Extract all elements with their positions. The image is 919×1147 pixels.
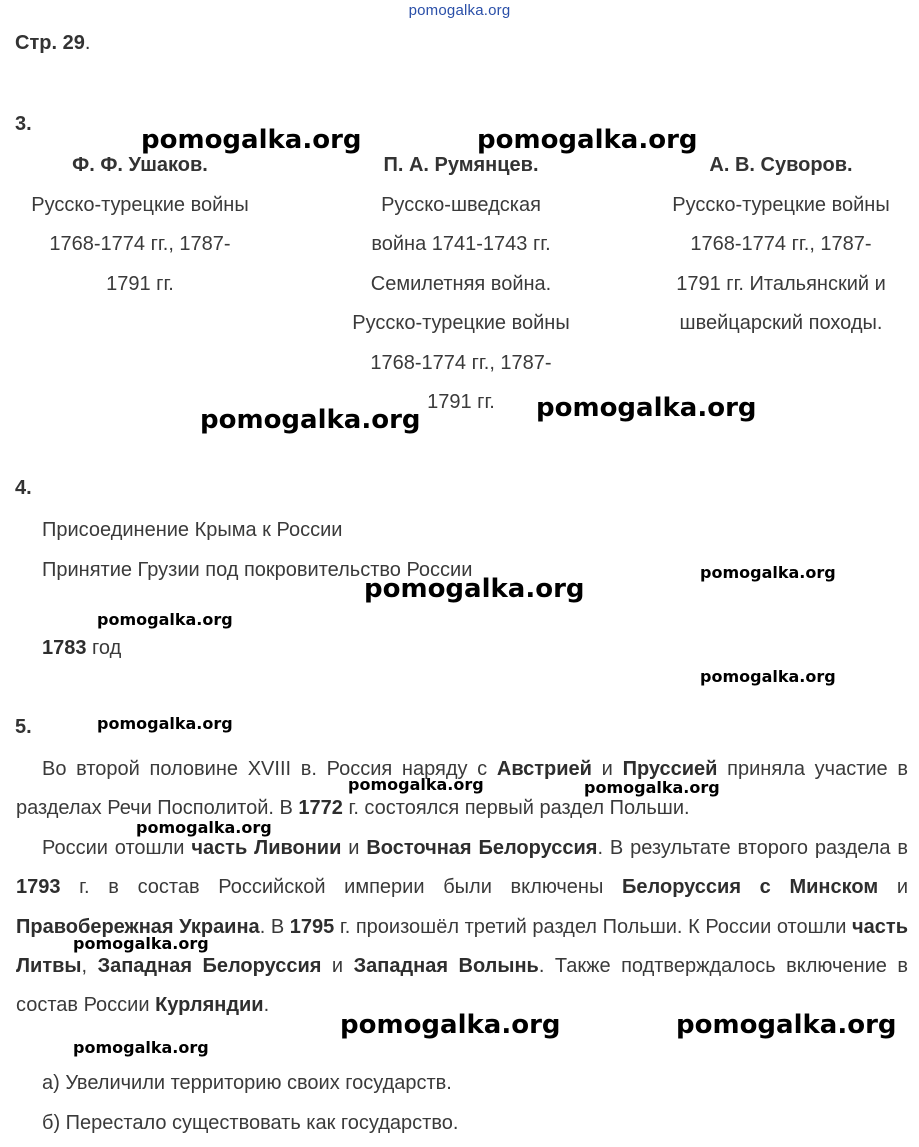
paragraph-bold: Правобережная Украина — [16, 915, 260, 938]
paragraph-text: . — [263, 994, 270, 1017]
paragraph-bold: Курляндии — [155, 994, 264, 1017]
column-line: 1768-1774 гг., 1787- — [49, 233, 231, 255]
paragraph-bold: часть Литвы — [16, 915, 908, 978]
task-5-number: 5. — [15, 716, 32, 738]
task-4-item: Присоединение Крыма к России — [42, 519, 343, 541]
column-line: 1768-1774 гг., 1787- — [690, 233, 872, 255]
column-line: 1791 гг. — [427, 391, 495, 413]
watermark: pomogalka.org — [73, 1038, 209, 1057]
watermark: pomogalka.org — [477, 125, 698, 155]
paragraph-text: и — [591, 758, 623, 780]
paragraph-bold: Западная Белоруссия — [97, 955, 322, 978]
commander-name: А. В. Суворов. — [709, 154, 853, 176]
column-ushakov — [0, 146, 285, 304]
watermark: pomogalka.org — [584, 778, 720, 797]
watermark: pomogalka.org — [348, 775, 484, 794]
watermark: pomogalka.org — [136, 818, 272, 837]
year-suffix: год — [86, 637, 122, 659]
paragraph-text: г. в состав Российской империи были включены — [60, 876, 623, 899]
paragraph-text: . Также подтверждалось включение в состав России — [16, 955, 908, 1017]
watermark: pomogalka.org — [340, 1010, 561, 1040]
paragraph-bold: 1795 — [289, 915, 335, 938]
answer-a: а) Увеличили территорию своих государств. — [42, 1072, 452, 1094]
column-line: 1768-1774 гг., 1787- — [370, 351, 552, 374]
year-value: 1783 — [42, 637, 87, 659]
paragraph-bold: Пруссией — [622, 758, 718, 780]
column-line: Русско-турецкие войны — [352, 312, 570, 334]
task-4-item: Принятие Грузии под покровительство России — [42, 559, 473, 581]
watermark: pomogalka.org — [97, 610, 233, 629]
paragraph-text: г. произошёл третий раздел Польши. К России отошли — [334, 915, 853, 938]
paragraph-bold: Восточная Белоруссия — [366, 836, 598, 859]
column-line: Русско-турецкие войны — [672, 193, 890, 216]
paragraph-text: и — [341, 836, 367, 859]
watermark: pomogalka.org — [364, 574, 585, 604]
paragraph-bold: Австрией — [496, 758, 592, 780]
page-title-dot: . — [84, 32, 91, 54]
paragraph-text: приняла участие в разделах Речи Посполитой. В — [16, 758, 908, 820]
task-4-year — [42, 637, 121, 660]
column-line: война 1741-1743 гг. — [371, 233, 551, 255]
page-title — [15, 32, 90, 55]
paragraph-text: и — [321, 955, 354, 978]
column-line: Семилетняя война. — [370, 272, 552, 295]
paragraph-bold: 1793 — [16, 876, 61, 899]
watermark: pomogalka.org — [676, 1010, 897, 1040]
paragraph-bold: Белоруссия с Минском — [622, 876, 879, 899]
watermark: pomogalka.org — [700, 667, 836, 686]
column-line: 1791 гг. — [106, 272, 174, 295]
column-line: Русско-турецкие войны — [31, 193, 249, 216]
paragraph-text: России отошли — [42, 836, 192, 859]
column-line: 1791 гг. Итальянский и — [676, 272, 886, 295]
paragraph-bold: Западная Волынь — [353, 955, 539, 978]
watermark: pomogalka.org — [700, 563, 836, 582]
paragraph-text: . В результате второго раздела в — [597, 836, 909, 859]
paragraph-bold: часть Ливонии — [191, 836, 342, 859]
column-line: швейцарский походы. — [679, 312, 883, 334]
paragraph-text: . В — [259, 915, 290, 938]
commander-name: Ф. Ф. Ушаков. — [72, 154, 208, 176]
watermark: pomogalka.org — [141, 125, 362, 155]
paragraph-text: , — [81, 955, 98, 978]
task-3-number: 3. — [15, 113, 32, 135]
column-suvorov — [636, 146, 919, 344]
commander-name: П. А. Румянцев. — [383, 154, 539, 176]
watermark-top: pomogalka.org — [408, 2, 511, 19]
watermark: pomogalka.org — [200, 405, 421, 435]
page-title-text: Стр. 29 — [15, 32, 85, 54]
paragraph-text: г. состоялся первый раздел Польши. — [342, 797, 690, 820]
task-4-number: 4. — [15, 477, 32, 499]
column-line: Русско-шведская — [381, 193, 541, 216]
paragraph-bold: 1772 — [298, 797, 343, 820]
watermark: pomogalka.org — [536, 393, 757, 423]
answer-b: б) Перестало существовать как государство. — [42, 1112, 459, 1134]
paragraph-text: и — [878, 876, 908, 899]
watermark: pomogalka.org — [73, 934, 209, 953]
watermark: pomogalka.org — [97, 714, 233, 733]
paragraph-text: Во второй половине XVIII в. Россия наряду с — [42, 758, 497, 780]
column-rumyantsev — [316, 146, 606, 423]
